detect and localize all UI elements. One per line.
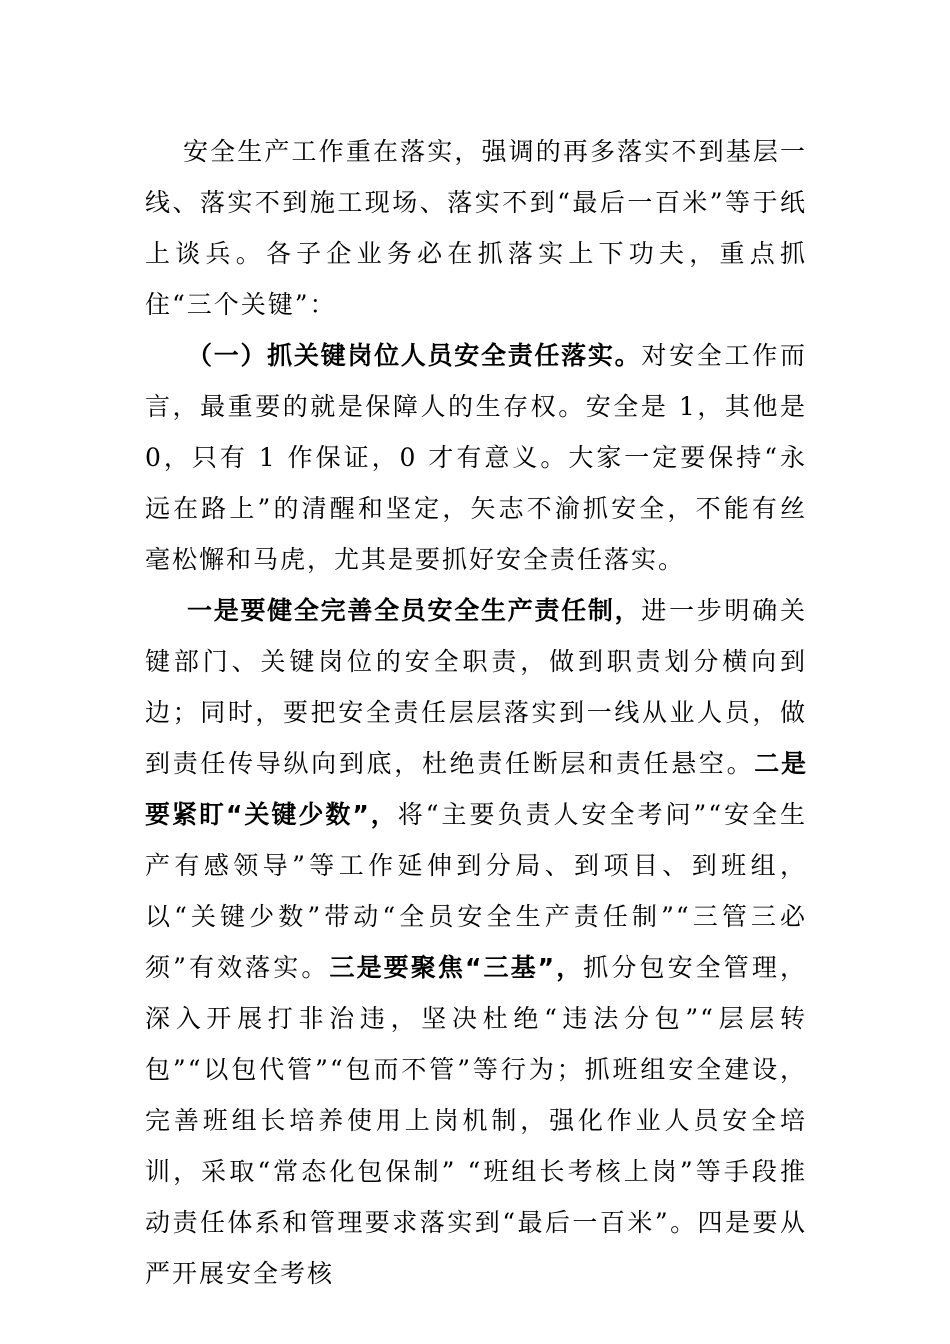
paragraph-text: 安全生产工作重在落实，强调的再多落实不到基层一线、落实不到施工现场、落实不到“最后一百米”等于纸上谈兵。各子企业务必在抓落实上下功夫，重点抓住“三个关键”： [145,137,807,319]
paragraph-intro [145,126,807,330]
measure-three-heading: 三是要聚焦“三基”， [329,953,584,982]
measure-two-heading: 二是要紧盯“关键少数”， [145,749,807,829]
document-body [145,126,807,1299]
section-heading: （一）抓关键岗位人员安全责任落实。 [187,341,642,370]
paragraph-measures [145,585,807,1299]
measure-one-heading: 一是要健全完善全员安全生产责任制， [187,596,642,625]
paragraph-text: 对安全工作而言，最重要的就是保障人的生存权。安全是 1，其他是 0，只有 1 作保证，0 才有意义。大家一定要保持“永远在路上”的清醒和坚定，矢志不渝抓安全，不能有丝毫松懈和马虎，尤其是要抓好安全责任落实。 [145,341,807,574]
paragraph-text: 进一步明确关键部门、关键岗位的安全职责，做到职责划分横向到边；同时，要把安全责任层层落实到一线从业人员，做到责任传导纵向到底，杜绝责任断层和责任悬空。 [145,596,807,778]
paragraph-text: 抓分包安全管理，深入开展打非治违，坚决杜绝“违法分包”“层层转包”“以包代管”“包而不管”等行为；抓班组安全建设，完善班组长培养使用上岗机制，强化作业人员安全培训，采取“常态化包保制” “班组长考核上岗”等手段推动责任体系和管理要求落实到“最后一百米”。四是要从严开展安全考核 [145,953,807,1288]
paragraph-text: 将“主要负责人安全考问”“安全生产有感领导”等工作延伸到分局、到项目、到班组，以“关键少数”带动“全员安全生产责任制”“三管三必须”有效落实。 [145,800,807,982]
paragraph-section-one [145,330,807,585]
